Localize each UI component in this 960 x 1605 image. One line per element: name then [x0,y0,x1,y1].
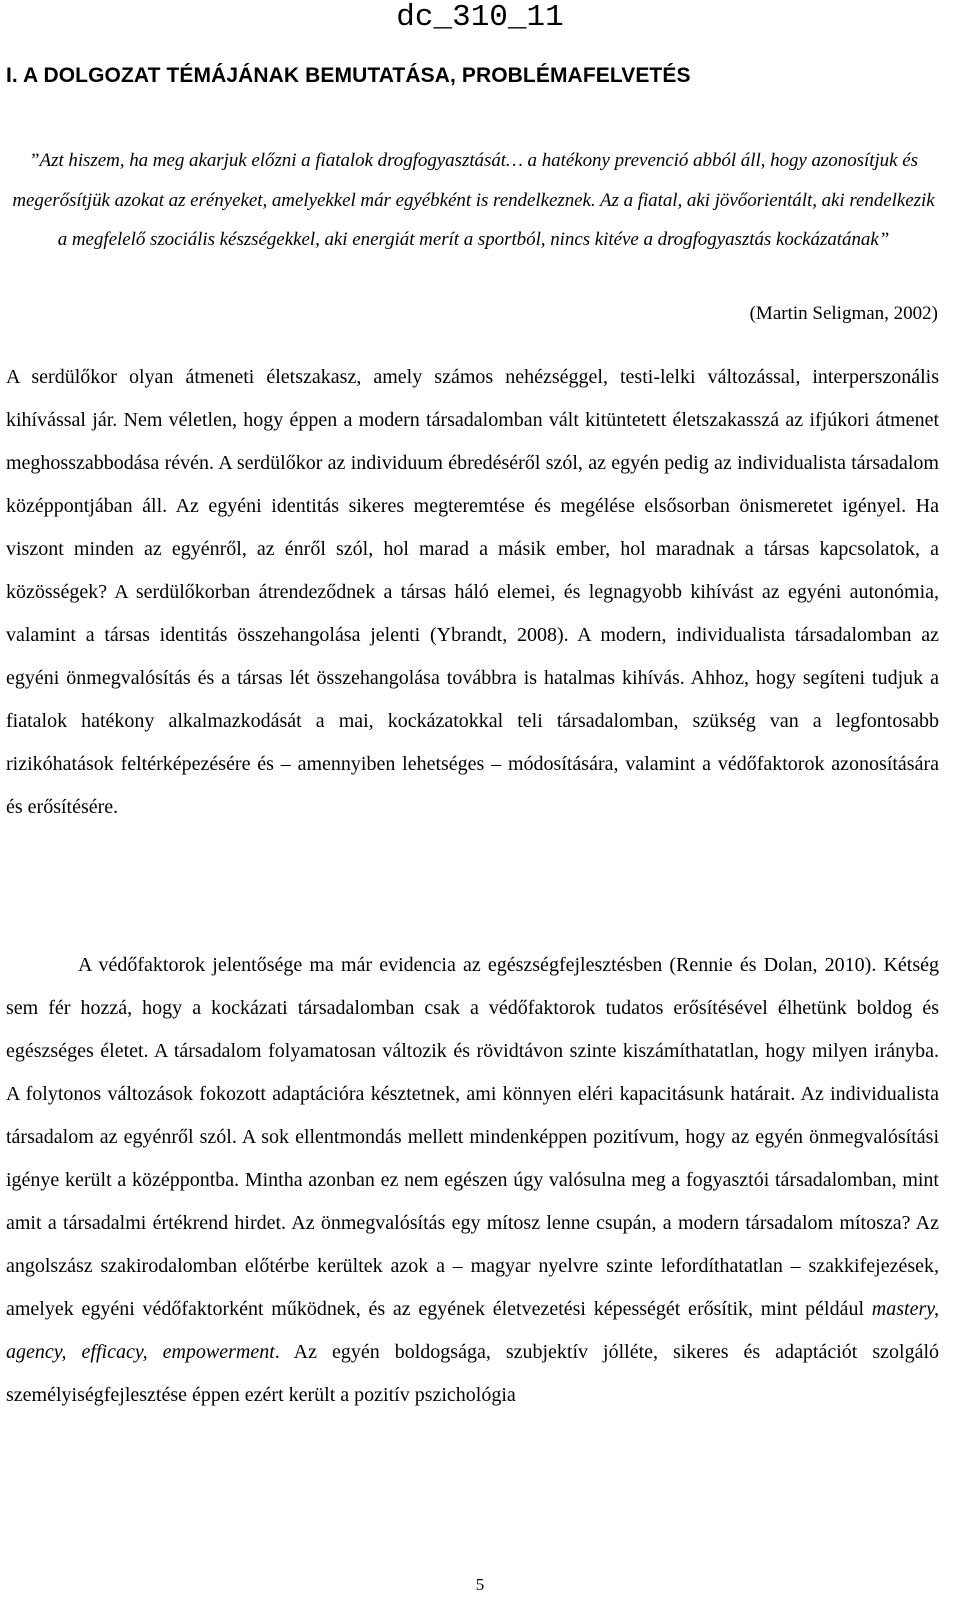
body-paragraph-2 [6,944,939,1417]
epigraph-citation: (Martin Seligman, 2002) [749,303,938,324]
epigraph-quote: ”Azt hiszem, ha meg akarjuk előzni a fiatalok drogfogyasztását… a hatékony prevenció abból áll, hogy azonosítjuk és megerősítjük azokat az erényeket, amelyekkel már egyébként is rendelkeznek. Az a fiatal, aki jövőorientált, aki rendelkezik a megfelelő szociális készségekkel, aki energiát merít a sportból, nincs kitéve a drogfogyasztás kockázatának” [12,150,935,250]
page-number: 5 [475,1575,485,1594]
document-id-header: dc_310_11 [396,0,564,35]
paragraph-2-text-b: . Az egyén boldogsága, szubjektív jólléte, sikeres és adaptációt szolgáló személyiségfejlesztése éppen ezért került a pozitív pszichológia [6,1341,939,1406]
body-paragraph-1: A serdülőkor olyan átmeneti életszakasz, amely számos nehézséggel, testi-lelki változással, interperszonális kihívással jár. Nem véletlen, hogy éppen a modern társadalomban vált kitüntetett életszakasszá az ifjúkori átmenet meghosszabbodása révén. A serdülőkor az individuum ébredéséről szól, az egyén pedig az individualista társadalom középpontjában áll. Az egyéni identitás sikeres megteremtése és megélése elsősorban önismeretet igényel. Ha viszont minden az egyénről, az énről szól, hol marad a másik ember, hol maradnak a társas kapcsolatok, a közösségek? A serdülőkorban átrendeződnek a társas háló elemei, és legnagyobb kihívást az egyéni autonómia, valamint a társas identitás összehangolása jelenti (Ybrandt, 2008). A modern, individualista társadalomban az egyéni önmegvalósítás és a társas lét összehangolása továbbra is hatalmas kihívás. Ahhoz, hogy segíteni tudjuk a fiatalok hatékony alkalmazkodását a mai, kockázatokkal teli társadalomban, szükség van a legfontosabb rizikóhatások feltérképezésére és – amennyiben lehetséges – módosítására, valamint a védőfaktorok azonosítására és erősítésére. [6,366,939,818]
chapter-title: I. A DOLGOZAT TÉMÁJÁNAK BEMUTATÁSA, PROBLÉMAFELVETÉS [6,64,691,87]
paragraph-2-text-a: A védőfaktorok jelentősége ma már evidencia az egészségfejlesztésben (Rennie és Dolan, 2010). Kétség sem fér hozzá, hogy a kockázati társadalomban csak a védőfaktorok tudatos erősítésével élhetünk boldog és egészséges életet. A társadalom folyamatosan változik és rövidtávon szinte kiszámíthatatlan, hogy milyen irányba. A folytonos változások fokozott adaptációra késztetnek, ami könnyen eléri kapacitásunk határait. Az individualista társadalom az egyénről szól. A sok ellentmondás mellett mindenképpen pozitívum, hogy az egyén önmegvalósítási igénye került a középpontba. Mintha azonban ez nem egészen úgy valósulna meg a fogyasztói társadalomban, mint amit a társadalmi értékrend hirdet. Az önmegvalósítás egy mítosz lenne csupán, a modern társadalom mítosza? Az angolszász szakirodalomban előtérbe kerültek azok a – magyar nyelvre szinte lefordíthatatlan – szakkifejezések, amelyek egyéni védőfaktorként működnek, és az egyének életvezetési képességét erősítik, mint például [6,954,939,1320]
paragraph-2-italic-terms: mastery, agency, efficacy, empowerment [6,1298,939,1363]
